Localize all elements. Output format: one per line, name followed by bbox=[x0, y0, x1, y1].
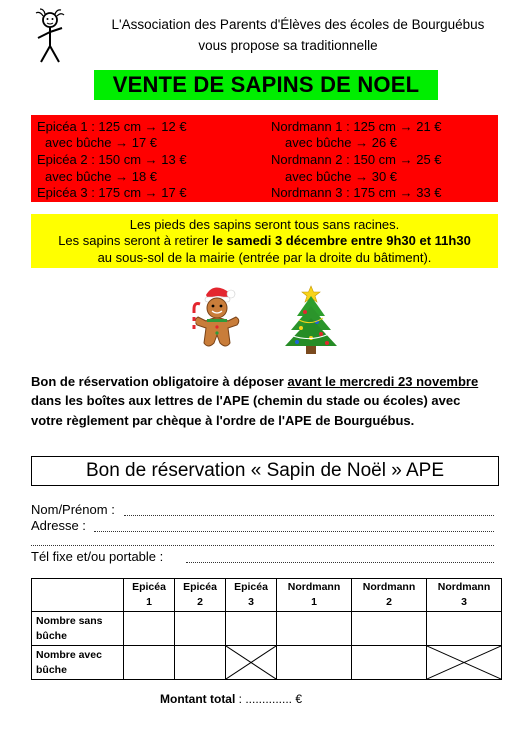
price-item: Nordmann 1 : 125 cm → 21 € bbox=[271, 119, 442, 134]
address-field[interactable] bbox=[94, 530, 494, 532]
intro-line: vous propose sa traditionnelle bbox=[198, 38, 378, 53]
price-item: avec bûche → 18 € bbox=[45, 169, 158, 184]
price-item: Epicéa 1 : 125 cm → 12 € bbox=[37, 119, 187, 134]
pickup-info bbox=[31, 214, 498, 268]
total-separator: : bbox=[235, 692, 246, 706]
phone-label: Tél fixe et/ou portable : bbox=[31, 549, 164, 564]
row-header: Nombre avec bûche bbox=[32, 646, 124, 680]
quantity-cell[interactable] bbox=[427, 612, 502, 646]
quantity-cell[interactable] bbox=[352, 646, 427, 680]
pickup-date: le samedi 3 décembre entre 9h30 et 11h30 bbox=[212, 233, 471, 248]
column-header: Nordmann 2 bbox=[352, 579, 427, 612]
info-line bbox=[31, 233, 498, 249]
price-item: Epicéa 2 : 150 cm → 13 € bbox=[37, 152, 187, 167]
stick-figure-logo bbox=[30, 8, 70, 66]
quantity-cell[interactable] bbox=[175, 646, 226, 680]
price-item: avec bûche → 17 € bbox=[45, 135, 158, 150]
quantity-cell[interactable] bbox=[277, 646, 352, 680]
price-item: avec bûche → 30 € bbox=[285, 169, 398, 184]
crossed-out-cell bbox=[226, 646, 277, 680]
row-header: Nombre sans bûche bbox=[32, 612, 124, 646]
form-title: Bon de réservation « Sapin de Noël » APE bbox=[85, 460, 445, 481]
phone-field[interactable] bbox=[186, 561, 494, 563]
table-row bbox=[32, 646, 502, 680]
address-field-line2[interactable] bbox=[31, 544, 494, 546]
reservation-instructions bbox=[31, 372, 481, 430]
gingerbread-icon bbox=[184, 283, 244, 355]
christmas-tree-icon bbox=[275, 282, 347, 358]
total-label: Montant total bbox=[160, 692, 236, 706]
quantity-cell[interactable] bbox=[124, 612, 175, 646]
quantity-cell[interactable] bbox=[277, 612, 352, 646]
column-header: Nordmann 1 bbox=[277, 579, 352, 612]
organization-line: L'Association des Parents d'Élèves des écoles de Bourguébus bbox=[111, 17, 485, 32]
price-item: Nordmann 2 : 150 cm → 25 € bbox=[271, 152, 442, 167]
column-header: Nordmann 3 bbox=[427, 579, 502, 612]
order-table bbox=[31, 578, 502, 680]
page-title: VENTE DE SAPINS DE NOEL bbox=[112, 72, 420, 97]
title-banner bbox=[94, 70, 438, 100]
table-header-row bbox=[32, 579, 502, 612]
deadline-date: avant le mercredi 23 novembre bbox=[287, 374, 479, 389]
name-label: Nom/Prénom : bbox=[31, 502, 115, 517]
column-header: Epicéa 3 bbox=[226, 579, 277, 612]
column-header: Epicéa 2 bbox=[175, 579, 226, 612]
quantity-cell[interactable] bbox=[226, 612, 277, 646]
instructions-text: dans les boîtes aux lettres de l'APE (chemin du stade ou écoles) avec votre règlement par chèque à l'ordre de l'APE de Bourguébus. bbox=[31, 393, 461, 428]
table-corner bbox=[32, 579, 124, 612]
cross-icon bbox=[427, 646, 501, 679]
price-item: Epicéa 3 : 175 cm → 17 € bbox=[37, 185, 187, 200]
quantity-cell[interactable] bbox=[175, 612, 226, 646]
cross-icon bbox=[226, 646, 276, 679]
address-label: Adresse : bbox=[31, 518, 86, 533]
column-header: Epicéa 1 bbox=[124, 579, 175, 612]
price-item: Nordmann 3 : 175 cm → 33 € bbox=[271, 185, 442, 200]
currency-symbol: € bbox=[295, 692, 303, 706]
total-amount bbox=[160, 692, 410, 706]
price-item: avec bûche → 26 € bbox=[285, 135, 398, 150]
table-row bbox=[32, 612, 502, 646]
name-field[interactable] bbox=[124, 514, 494, 516]
total-field[interactable]: .............. bbox=[245, 692, 293, 706]
crossed-out-cell bbox=[427, 646, 502, 680]
quantity-cell[interactable] bbox=[352, 612, 427, 646]
info-text: Les sapins seront à retirer bbox=[58, 233, 213, 248]
price-list bbox=[31, 115, 498, 202]
info-line: au sous-sol de la mairie (entrée par la droite du bâtiment). bbox=[97, 250, 432, 265]
quantity-cell[interactable] bbox=[124, 646, 175, 680]
instructions-text: Bon de réservation obligatoire à déposer bbox=[31, 374, 288, 389]
form-title-box bbox=[31, 456, 499, 486]
info-line: Les pieds des sapins seront tous sans racines. bbox=[129, 217, 400, 232]
